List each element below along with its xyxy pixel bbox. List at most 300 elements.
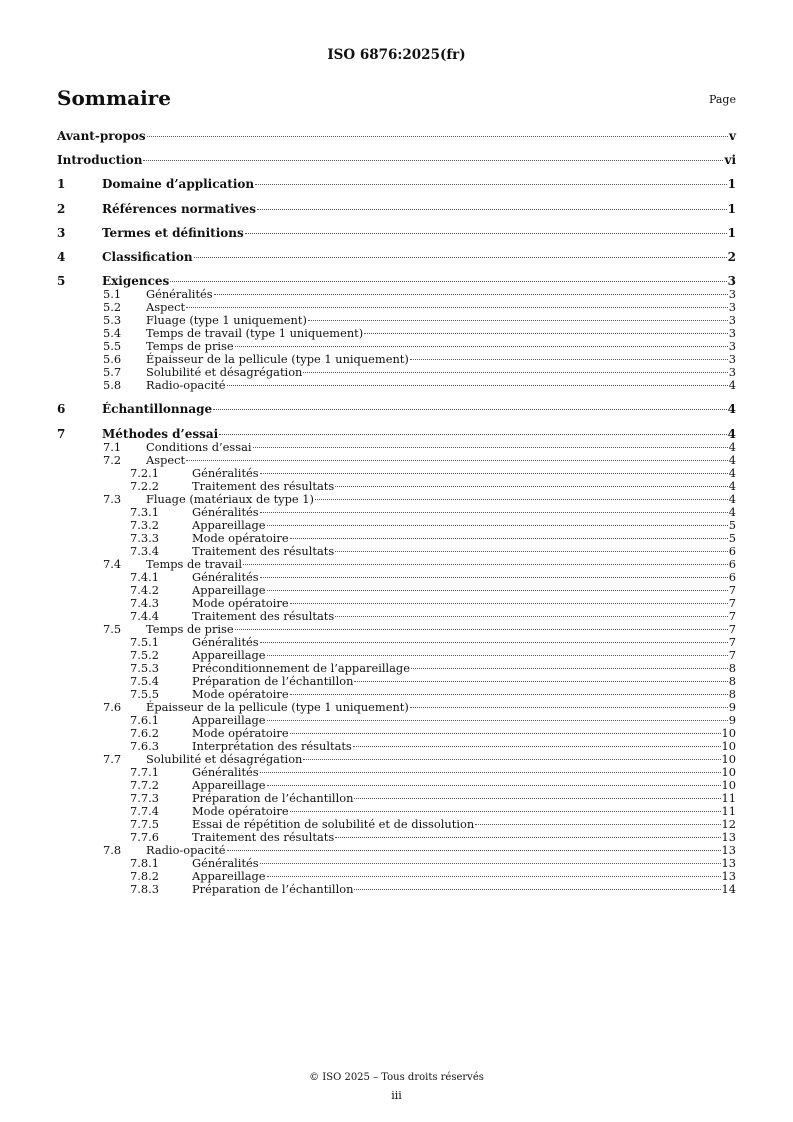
toc-entry-line — [146, 327, 736, 340]
toc-entry[interactable] — [57, 532, 736, 545]
toc-entry-title: Généralités — [192, 855, 259, 870]
toc-entry-page: 1 — [727, 177, 736, 192]
dot-leader — [411, 668, 728, 669]
toc-entry-title: Solubilité et désagrégation — [146, 751, 303, 766]
toc-entry-page: 1 — [727, 201, 736, 216]
toc-entry-number: 7.6.3 — [130, 738, 159, 753]
toc-entry-line — [192, 519, 736, 532]
toc-entry-page: 6 — [728, 556, 736, 571]
toc-entry-number: 3 — [57, 225, 66, 240]
toc-entry-line — [192, 688, 736, 701]
toc-entry-line — [192, 818, 736, 831]
toc-entry-title: Classification — [102, 249, 193, 264]
toc-entry-title: Généralités — [192, 465, 259, 480]
toc-entry-line — [192, 467, 736, 480]
toc-entry-number: 7.6.2 — [130, 725, 159, 740]
toc-entry[interactable] — [57, 506, 736, 519]
toc-entry-line — [57, 153, 736, 167]
toc-entry-number: 7.3.2 — [130, 517, 159, 532]
toc-entry-line — [192, 584, 736, 597]
toc-entry-page: 3 — [728, 365, 736, 380]
toc-entry-line — [192, 636, 736, 649]
toc-entry-number: 7.8 — [103, 842, 122, 857]
dot-leader — [290, 811, 721, 812]
page-number: iii — [391, 1089, 402, 1102]
toc-entry[interactable] — [57, 480, 736, 493]
toc-entry-page: 4 — [728, 378, 736, 393]
toc-entry-number: 5.6 — [103, 352, 122, 367]
toc-entry-number: 7.8.2 — [130, 868, 159, 883]
dot-leader — [267, 876, 721, 877]
toc-entry-line — [192, 805, 736, 818]
toc-entry-number: 5.1 — [103, 287, 122, 302]
toc-entry-line — [192, 545, 736, 558]
dot-leader — [410, 359, 728, 360]
toc-entry[interactable] — [57, 153, 736, 167]
toc-entry-number: 7.6.1 — [130, 712, 159, 727]
toc-entry-line — [192, 506, 736, 519]
toc-entry-title: Temps de travail — [146, 556, 242, 571]
toc-entry-title: Mode opératoire — [192, 530, 289, 545]
toc-entry-page: 9 — [728, 699, 736, 714]
toc-entry[interactable] — [57, 427, 736, 441]
toc-entry-page: 13 — [721, 855, 736, 870]
toc-entry[interactable] — [57, 649, 736, 662]
dot-leader — [260, 473, 728, 474]
toc-entry-line — [192, 714, 736, 727]
toc-entry-title: Mode opératoire — [192, 686, 289, 701]
toc-entry-title: Radio-opacité — [146, 378, 226, 393]
toc-entry-title: Aspect — [146, 300, 186, 315]
toc-entry[interactable] — [57, 857, 736, 870]
toc-entry[interactable] — [57, 753, 736, 766]
dot-leader — [245, 233, 727, 234]
toc-entry[interactable] — [57, 202, 736, 216]
toc-entry[interactable] — [57, 597, 736, 610]
dot-leader — [267, 655, 728, 656]
toc-entry-page: 11 — [721, 790, 736, 805]
document-header: ISO 6876:2025(fr) — [327, 47, 466, 63]
toc-entry-title: Exigences — [102, 274, 170, 289]
toc-entry-page: 8 — [728, 686, 736, 701]
toc-entry-title: Radio-opacité — [146, 842, 226, 857]
toc-entry-line — [192, 532, 736, 545]
toc-entry[interactable] — [57, 558, 736, 571]
toc-entry[interactable] — [57, 623, 736, 636]
toc-entry-number: 5.7 — [103, 365, 122, 380]
toc-entry-number: 7.2.2 — [130, 478, 159, 493]
toc-entry-line — [192, 883, 736, 896]
toc-entry-number: 7.3.4 — [130, 543, 159, 558]
toc-entry-number: 5 — [57, 274, 66, 289]
page-column-label: Page — [708, 93, 736, 106]
toc-entry-line — [102, 250, 736, 264]
toc-entry-title: Appareillage — [192, 647, 266, 662]
toc-entry-title: Termes et définitions — [102, 225, 244, 240]
toc-entry-title: Avant-propos — [57, 129, 146, 143]
toc-entry-page: 4 — [728, 478, 736, 493]
toc-entry-title: Épaisseur de la pellicule (type 1 uniquement) — [146, 699, 409, 714]
dot-leader — [308, 320, 728, 321]
toc-entry[interactable] — [57, 379, 736, 392]
toc-entry-number: 7.5 — [103, 621, 122, 636]
toc-entry[interactable] — [57, 714, 736, 727]
dot-leader — [335, 616, 728, 617]
toc-entry-line — [146, 623, 736, 636]
dot-leader — [303, 372, 727, 373]
toc-entry-title: Mode opératoire — [192, 595, 289, 610]
toc-entry-line — [192, 779, 736, 792]
toc-entry-page: vi — [724, 153, 736, 168]
table-of-contents — [57, 129, 736, 896]
toc-entry-line — [192, 610, 736, 623]
toc-entry-page: 13 — [721, 842, 736, 857]
toc-entry-page: 4 — [728, 504, 736, 519]
toc-entry-number: 7.7.6 — [130, 829, 159, 844]
dot-leader — [335, 486, 728, 487]
toc-entry-number: 7.2.1 — [130, 465, 159, 480]
dot-leader — [257, 209, 727, 210]
toc-entry-page: 8 — [728, 660, 736, 675]
toc-entry-page: 6 — [728, 569, 736, 584]
toc-entry-number: 7.3 — [103, 491, 122, 506]
toc-entry-page: 2 — [727, 249, 736, 264]
toc-entry-title: Appareillage — [192, 777, 266, 792]
toc-entry-number: 7.6 — [103, 699, 122, 714]
dot-leader — [186, 307, 728, 308]
toc-entry-title: Domaine d’application — [102, 177, 255, 192]
toc-entry-line — [146, 701, 736, 714]
toc-entry-page: 12 — [721, 816, 736, 831]
toc-entry-page: 7 — [728, 621, 736, 636]
toc-entry-line — [192, 662, 736, 675]
dot-leader — [353, 746, 721, 747]
toc-entry-title: Fluage (type 1 uniquement) — [146, 313, 307, 328]
toc-entry[interactable] — [57, 662, 736, 675]
toc-entry-line — [102, 274, 736, 288]
toc-entry-number: 5.3 — [103, 313, 122, 328]
toc-entry-title: Aspect — [146, 452, 186, 467]
dot-leader — [143, 160, 723, 161]
dot-leader — [213, 409, 726, 410]
toc-entry-title: Solubilité et désagrégation — [146, 365, 303, 380]
toc-entry-title: Préparation de l’échantillon — [192, 790, 354, 805]
toc-entry-page: 10 — [721, 751, 736, 766]
toc-entry[interactable] — [57, 727, 736, 740]
toc-entry-page: 6 — [728, 543, 736, 558]
dot-leader — [147, 136, 728, 137]
dot-leader — [475, 824, 720, 825]
dot-leader — [354, 798, 720, 799]
toc-entry-number: 7.3.1 — [130, 504, 159, 519]
toc-entry-number: 7.7 — [103, 751, 122, 766]
toc-entry-number: 7.5.3 — [130, 660, 159, 675]
dot-leader — [219, 434, 726, 435]
toc-entry-number: 5.5 — [103, 339, 122, 354]
dot-leader — [267, 720, 728, 721]
toc-entry-page: 10 — [721, 777, 736, 792]
toc-entry-page: 3 — [727, 274, 736, 289]
toc-entry-line — [146, 844, 736, 857]
toc-entry-line — [146, 454, 736, 467]
toc-entry-line — [102, 402, 736, 416]
toc-entry[interactable] — [57, 831, 736, 844]
dot-leader — [267, 590, 728, 591]
toc-entry-title: Mode opératoire — [192, 725, 289, 740]
dot-leader — [364, 333, 728, 334]
toc-entry-title: Références normatives — [102, 201, 256, 216]
toc-entry-title: Appareillage — [192, 517, 266, 532]
toc-entry-line — [146, 288, 736, 301]
toc-entry-line — [102, 427, 736, 441]
toc-entry[interactable] — [57, 818, 736, 831]
dot-leader — [267, 785, 721, 786]
dot-leader — [227, 385, 728, 386]
toc-entry-line — [146, 379, 736, 392]
toc-entry-number: 7.5.2 — [130, 647, 159, 662]
toc-entry-page: 9 — [728, 712, 736, 727]
toc-entry-number: 4 — [57, 249, 66, 264]
toc-entry[interactable] — [57, 688, 736, 701]
toc-entry-title: Traitement des résultats — [192, 543, 335, 558]
toc-entry-page: 3 — [728, 326, 736, 341]
toc-entry-number: 7.1 — [103, 439, 122, 454]
toc-entry-title: Introduction — [57, 153, 143, 168]
toc-entry-number: 7.5.5 — [130, 686, 159, 701]
toc-entry-page: 4 — [728, 491, 736, 506]
toc-entry-title: Méthodes d’essai — [102, 426, 219, 441]
toc-entry-number: 7.4 — [103, 556, 122, 571]
dot-leader — [194, 257, 727, 258]
toc-entry-page: 5 — [728, 517, 736, 532]
toc-entry[interactable] — [57, 274, 736, 288]
toc-entry-title: Généralités — [192, 764, 259, 779]
toc-entry-page: 13 — [721, 829, 736, 844]
toc-entry[interactable] — [57, 740, 736, 753]
dot-leader — [260, 863, 721, 864]
toc-entry-page: 4 — [728, 452, 736, 467]
toc-entry-title: Conditions d’essai — [146, 439, 252, 454]
toc-entry-number: 7.4.3 — [130, 595, 159, 610]
toc-entry-title: Généralités — [192, 569, 259, 584]
dot-leader — [260, 642, 728, 643]
toc-entry-number: 5.2 — [103, 300, 122, 315]
toc-entry[interactable] — [57, 779, 736, 792]
toc-entry-line — [192, 870, 736, 883]
toc-entry-page: 4 — [727, 426, 736, 441]
toc-entry-line — [192, 792, 736, 805]
toc-entry-page: 7 — [728, 647, 736, 662]
toc-entry-number: 7.4.1 — [130, 569, 159, 584]
toc-entry[interactable] — [57, 805, 736, 818]
dot-leader — [290, 538, 728, 539]
toc-entry-page: 8 — [728, 673, 736, 688]
dot-leader — [227, 850, 721, 851]
toc-entry-page: 3 — [728, 313, 736, 328]
dot-leader — [303, 759, 720, 760]
toc-entry-number: 6 — [57, 402, 66, 417]
toc-entry-page: 14 — [721, 881, 736, 896]
toc-entry-line — [192, 480, 736, 493]
toc-entry-line — [146, 493, 736, 506]
toc-entry-page: 5 — [728, 530, 736, 545]
toc-entry-line — [192, 571, 736, 584]
toc-entry-number: 7.7.4 — [130, 803, 159, 818]
toc-entry-page: 7 — [728, 595, 736, 610]
toc-entry-line — [192, 831, 736, 844]
toc-entry-line — [192, 649, 736, 662]
toc-title-row — [57, 86, 736, 114]
toc-entry-page: 3 — [728, 300, 736, 315]
toc-entry-title: Temps de travail (type 1 uniquement) — [146, 326, 364, 341]
toc-entry[interactable] — [57, 467, 736, 480]
toc-entry[interactable] — [57, 636, 736, 649]
toc-entry-page: 11 — [721, 803, 736, 818]
toc-entry-number: 7.7.2 — [130, 777, 159, 792]
toc-entry-title: Préparation de l’échantillon — [192, 673, 354, 688]
toc-entry-title: Temps de prise — [146, 339, 234, 354]
dot-leader — [235, 629, 728, 630]
toc-entry[interactable] — [57, 610, 736, 623]
toc-entry-line — [192, 740, 736, 753]
dot-leader — [260, 772, 721, 773]
toc-entry-line — [146, 753, 736, 766]
toc-entry-line — [102, 202, 736, 216]
toc-entry[interactable] — [57, 675, 736, 688]
toc-entry-page: 10 — [721, 725, 736, 740]
toc-entry-title: Généralités — [192, 634, 259, 649]
toc-entry-title: Essai de répétition de solubilité et de dissolution — [192, 816, 475, 831]
dot-leader — [290, 603, 728, 604]
dot-leader — [260, 577, 728, 578]
dot-leader — [255, 184, 727, 185]
toc-entry-number: 7.2 — [103, 452, 122, 467]
toc-entry-title: Généralités — [146, 287, 213, 302]
toc-entry[interactable] — [57, 792, 736, 805]
dot-leader — [267, 525, 728, 526]
toc-entry-number: 1 — [57, 177, 66, 192]
toc-entry-line — [192, 675, 736, 688]
toc-entry-number: 7.7.3 — [130, 790, 159, 805]
toc-entry[interactable] — [57, 584, 736, 597]
toc-entry-title: Traitement des résultats — [192, 829, 335, 844]
dot-leader — [315, 499, 728, 500]
toc-entry-number: 7.7.5 — [130, 816, 159, 831]
toc-entry-number: 7.4.2 — [130, 582, 159, 597]
toc-entry-number: 7.8.3 — [130, 881, 159, 896]
toc-entry-line — [102, 226, 736, 240]
toc-entry-line — [102, 177, 736, 191]
toc-entry-page: 13 — [721, 868, 736, 883]
toc-entry-page: 7 — [728, 582, 736, 597]
toc-entry-page: 4 — [728, 439, 736, 454]
toc-entry-number: 2 — [57, 201, 66, 216]
toc-entry-line — [146, 558, 736, 571]
toc-entry[interactable] — [57, 177, 736, 191]
toc-entry-number: 7.8.1 — [130, 855, 159, 870]
toc-entry-title: Préconditionnement de l’appareillage — [192, 660, 410, 675]
toc-entry[interactable] — [57, 454, 736, 467]
toc-entry-title: Temps de prise — [146, 621, 234, 636]
toc-entry-number: 7.7.1 — [130, 764, 159, 779]
toc-entry-title: Fluage (matériaux de type 1) — [146, 491, 314, 506]
toc-entry-line — [146, 366, 736, 379]
toc-entry[interactable] — [57, 883, 736, 896]
toc-entry-line — [146, 441, 736, 454]
toc-entry[interactable] — [57, 493, 736, 506]
dot-leader — [214, 294, 728, 295]
toc-entry-title: Appareillage — [192, 868, 266, 883]
toc-entry-page: 3 — [728, 352, 736, 367]
toc-entry-page: 4 — [728, 465, 736, 480]
toc-entry[interactable] — [57, 226, 736, 240]
toc-title: Sommaire — [57, 86, 171, 110]
toc-entry-page: v — [729, 129, 736, 143]
toc-entry-line — [192, 857, 736, 870]
toc-entry[interactable] — [57, 519, 736, 532]
dot-leader — [335, 551, 728, 552]
toc-entry[interactable] — [57, 701, 736, 714]
toc-entry-title: Traitement des résultats — [192, 478, 335, 493]
toc-entry-number: 5.8 — [103, 378, 122, 393]
toc-entry-title: Interprétation des résultats — [192, 738, 352, 753]
toc-entry-title: Appareillage — [192, 582, 266, 597]
toc-entry-page: 10 — [721, 738, 736, 753]
toc-entry[interactable] — [57, 402, 736, 416]
dot-leader — [354, 681, 727, 682]
toc-entry-title: Épaisseur de la pellicule (type 1 uniquement) — [146, 352, 409, 367]
toc-entry-number: 7.5.4 — [130, 673, 159, 688]
toc-entry-line — [192, 766, 736, 779]
toc-entry-number: 7.3.3 — [130, 530, 159, 545]
toc-entry-number: 7.4.4 — [130, 608, 159, 623]
toc-entry-line — [192, 727, 736, 740]
toc-entry-title: Préparation de l’échantillon — [192, 881, 354, 896]
toc-entry-title: Échantillonnage — [102, 402, 213, 417]
dot-leader — [260, 512, 728, 513]
toc-entry-page: 7 — [728, 608, 736, 623]
toc-entry-title: Généralités — [192, 504, 259, 519]
toc-entry-title: Mode opératoire — [192, 803, 289, 818]
toc-entry-page: 4 — [727, 402, 736, 417]
toc-entry-page: 7 — [728, 634, 736, 649]
toc-entry[interactable] — [57, 870, 736, 883]
toc-entry[interactable] — [57, 571, 736, 584]
toc-entry[interactable] — [57, 250, 736, 264]
dot-leader — [290, 733, 721, 734]
toc-entry-title: Appareillage — [192, 712, 266, 727]
dot-leader — [410, 707, 728, 708]
toc-entry-page: 1 — [727, 225, 736, 240]
toc-entry[interactable] — [57, 844, 736, 857]
dot-leader — [235, 346, 728, 347]
toc-entry-title: Traitement des résultats — [192, 608, 335, 623]
toc-entry-line — [192, 597, 736, 610]
copyright-footer: © ISO 2025 – Tous droits réservés — [309, 1072, 484, 1083]
toc-entry-page: 3 — [728, 287, 736, 302]
toc-entry-line — [57, 129, 736, 143]
toc-entry[interactable] — [57, 545, 736, 558]
dot-leader — [243, 564, 728, 565]
toc-entry-page: 3 — [728, 339, 736, 354]
dot-leader — [170, 281, 726, 282]
toc-entry[interactable] — [57, 441, 736, 454]
toc-entry[interactable] — [57, 766, 736, 779]
dot-leader — [354, 889, 720, 890]
dot-leader — [290, 694, 728, 695]
toc-entry[interactable] — [57, 129, 736, 143]
dot-leader — [253, 447, 728, 448]
